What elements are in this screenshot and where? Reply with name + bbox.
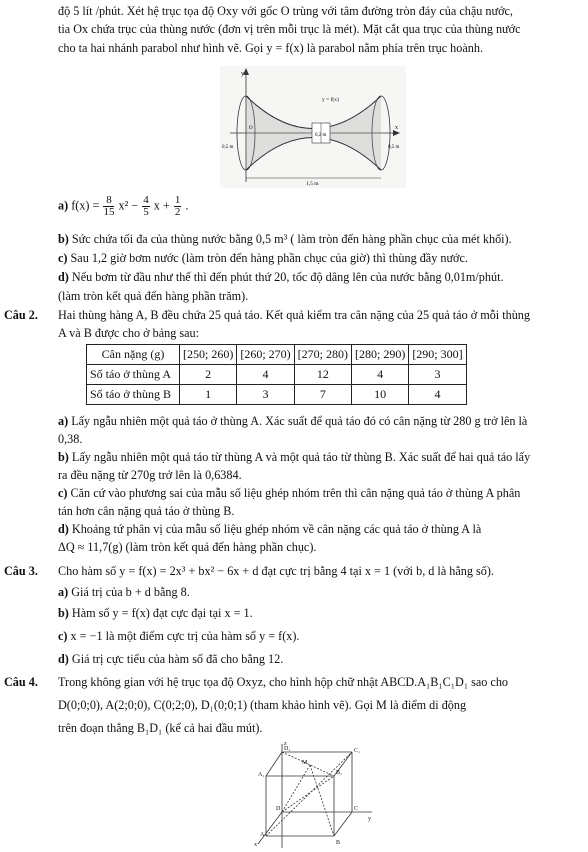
fig1-y-label: y (241, 71, 244, 77)
q2-intro-2: A và B được cho ở bảng sau: (58, 326, 200, 340)
box-figure (252, 740, 376, 850)
fig2-B: B (336, 840, 341, 846)
q1-c-label: c) (58, 251, 68, 265)
q2-b (58, 449, 574, 466)
q2-c-cont: tán hơn cân nặng quả táo ở thùng B. (58, 504, 235, 518)
q2-c (58, 485, 574, 502)
q3-d-text: Giá trị cực tiểu của hàm số đã cho bằng 12. (71, 652, 284, 666)
q1-a-frac2 (142, 195, 150, 218)
fig2-D: D (276, 806, 281, 812)
fig1-curve-label: y = f(x) (322, 97, 339, 103)
table-cell: 10 (351, 385, 408, 405)
table-cell: 1 (180, 385, 237, 405)
q2-d (58, 521, 574, 538)
q2-d-label: d) (58, 522, 69, 536)
q3-b (58, 605, 574, 622)
q4-label: Câu 4. (4, 675, 38, 689)
q3-intro: Cho hàm số y = f(x) = 2x³ + bx² − 6x + d đạt cực trị bằng 4 tại x = 1 (với b, d là hằng số). (58, 564, 494, 578)
fig1-x-label: x (395, 125, 398, 131)
table-header-cell: [250; 260) (180, 345, 237, 365)
q2-a-cont: 0,38. (58, 432, 83, 446)
table-header-cell: [260; 270) (237, 345, 294, 365)
table-cell: 2 (180, 365, 237, 385)
table-cell: 7 (294, 385, 351, 405)
q1-a-frac1 (103, 195, 114, 218)
fig2-C1: C₁ (354, 748, 361, 754)
q3-c-label: c) (58, 629, 68, 643)
table-cell: Số táo ở thùng A (87, 365, 180, 385)
q1-d-label: d) (58, 270, 69, 284)
q1-d-text: Nếu bơm từ đầu như thế thì đến phút thứ 20, tốc độ dâng lên của nước bằng 0,01m/phút. (71, 270, 504, 284)
intro-line-2: tia Ox chứa trục của thùng nước (đơn vị trên mỗi trục là mét). Mặt cắt qua trục của thùng nước (58, 22, 521, 36)
q4-line-2: D(0;0;0), A(2;0;0), C(0;2;0), D₁(0;0;1) (tham khảo hình vẽ). Gọi M là điểm di động (58, 698, 467, 712)
q3-d (58, 651, 574, 668)
frac1-den: 15 (103, 206, 115, 218)
q3-c-text: x = −1 là một điểm cực trị của hàm số y = f(x). (70, 629, 300, 643)
q2-intro-1: Hai thùng hàng A, B đều chứa 25 quả táo. Kết quả kiểm tra cân nặng của 25 quả táo ở mỗi thùng (58, 308, 530, 322)
q2-a (58, 413, 574, 430)
q2-c-label: c) (58, 486, 68, 500)
q2-a-text: Lấy ngẫu nhiên một quả táo ở thùng A. Xác suất để quả táo đó có cân nặng từ 280 g trở lên là (71, 414, 528, 428)
table-header-cell: [290; 300] (409, 345, 466, 365)
table-cell: 4 (351, 365, 408, 385)
q1-a-label: a) (58, 198, 69, 213)
q1-b (58, 231, 574, 248)
table-cell: Số táo ở thùng B (87, 385, 180, 405)
fig2-C: C (354, 806, 359, 812)
table-cell: 4 (409, 385, 466, 405)
q1-a (58, 195, 574, 227)
q3-b-text: Hàm số y = f(x) đạt cực đại tại x = 1. (71, 606, 253, 620)
fig1-origin-label: O (249, 126, 253, 131)
fig2-M: M (302, 760, 308, 766)
q3-d-label: d) (58, 652, 69, 666)
table-header-row (87, 345, 467, 365)
q3-label: Câu 3. (4, 564, 38, 578)
fig2-D1: D₁ (284, 746, 291, 752)
q1-b-text: Sức chứa tối đa của thùng nước bằng 0,5 m³ ( làm tròn đến hàng phần chục của mét khối). (71, 232, 512, 246)
table-cell: 3 (409, 365, 466, 385)
q3-a (58, 584, 574, 601)
q1-d (58, 269, 574, 286)
q2-label: Câu 2. (4, 308, 38, 322)
q1-a-mid2: x + (153, 198, 170, 213)
q3-b-label: b) (58, 606, 69, 620)
frac3-num: 1 (174, 194, 181, 206)
fig1-left-height: 0,5 m (222, 145, 234, 150)
fig2-B1: B₁ (336, 770, 343, 776)
q1-a-expr: f(x) = (71, 198, 100, 213)
q1-b-label: b) (58, 232, 69, 246)
table-row (87, 365, 467, 385)
q1-c (58, 250, 574, 267)
q2-d-cont: ΔQ ≈ 11,7(g) (làm tròn kết quả đến hàng phần chục). (58, 540, 317, 554)
apple-weight-table (86, 344, 467, 405)
q1-a-end: . (185, 198, 189, 213)
table-row (87, 385, 467, 405)
table-header-cell: Cân nặng (g) (87, 345, 180, 365)
q2-d-text: Khoảng tứ phân vị của mẫu số liệu ghép nhóm về cân nặng các quả táo ở thùng A là (71, 522, 482, 536)
q1-c-text: Sau 1,2 giờ bơm nước (làm tròn đến hàng phần chục của giờ) thì thùng đầy nước. (70, 251, 468, 265)
q1-d-cont: (làm tròn kết quả đến hàng phần trăm). (58, 289, 249, 303)
q4-line-3: trên đoạn thẳng B₁D₁ (kể cả hai đầu mút). (58, 721, 263, 735)
fig2-A1: A₁ (258, 772, 265, 778)
fig2-x: x (254, 842, 257, 848)
table-cell: 12 (294, 365, 351, 385)
fig1-right-height: 0,5 m (388, 145, 400, 150)
q1-a-mid1: x² − (118, 198, 139, 213)
frac1-num: 8 (103, 195, 114, 207)
frac2-num: 4 (143, 194, 149, 206)
q2-a-label: a) (58, 414, 69, 428)
q2-c-text: Căn cứ vào phương sai của mẫu số liệu ghép nhóm trên thì cân nặng quả táo ở thùng A phân (70, 486, 521, 500)
q3-a-text: Giá trị của b + d bằng 8. (71, 585, 190, 599)
table-cell: 4 (237, 365, 294, 385)
q3-a-label: a) (58, 585, 69, 599)
fig2-z: z (284, 741, 287, 747)
q1-a-frac3 (174, 195, 182, 218)
fig1-length: 1,5 m (306, 181, 319, 187)
q2-b-label: b) (58, 450, 69, 464)
frac2-den: 5 (143, 206, 149, 218)
q2-b-text: Lấy ngẫu nhiên một quả táo từ thùng A và một quả táo từ thùng B. Xác suất để hai quả táo lấy (71, 450, 531, 464)
q2-b-cont: ra đều nặng từ 270g trở lên là 0,6384. (58, 468, 242, 482)
fig1-center-gap: 0,2 m (315, 133, 327, 138)
q4-line-1: Trong không gian với hệ trục tọa độ Oxyz, cho hình hộp chữ nhật ABCD.A₁B₁C₁D₁ sao cho (58, 675, 509, 689)
fig2-A: A (260, 832, 265, 838)
q3-c (58, 628, 574, 645)
water-tank-figure (220, 66, 406, 188)
intro-line-1: độ 5 lít /phút. Xét hệ trục tọa độ Oxy với gốc O trùng với tâm đường tròn đáy của chậu nước, (58, 4, 513, 18)
intro-line-3: cho ta hai nhánh parabol như hình vẽ. Gọi y = f(x) là parabol nằm phía trên trục hoành. (58, 41, 484, 55)
table-header-cell: [270; 280) (294, 345, 351, 365)
table-cell: 3 (237, 385, 294, 405)
table-header-cell: [280; 290) (351, 345, 408, 365)
fig2-y: y (368, 816, 371, 822)
frac3-den: 2 (174, 206, 181, 218)
